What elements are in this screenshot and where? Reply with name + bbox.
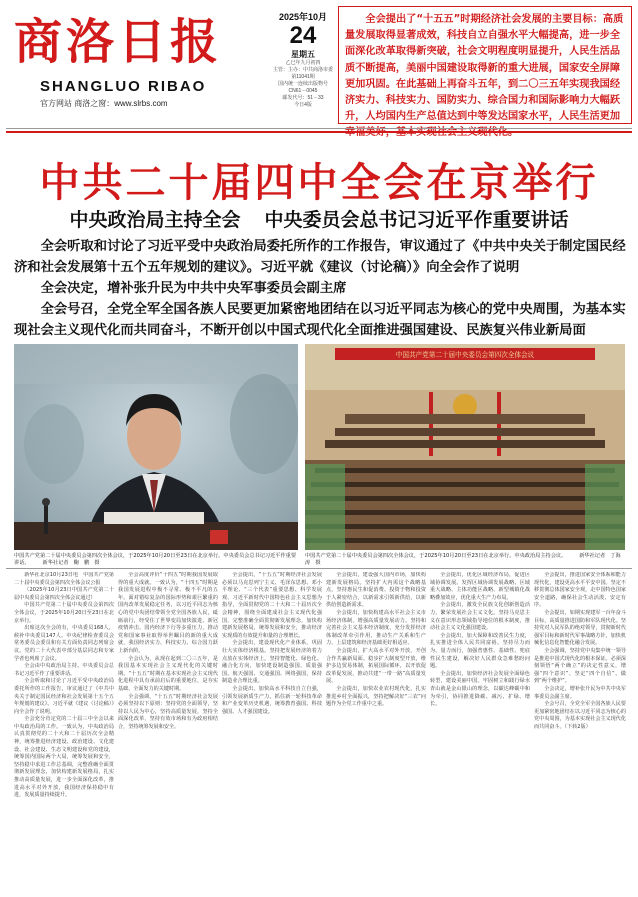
col5-para: 全会提出，加快经济社会发展全面绿色转型，建设美丽中国。牢固树立和践行绿水青山就是金山银山的理念，以碳达峰碳中和为牵引，协同推进降碳、减污、扩绿、增长。 (430, 670, 530, 708)
website-line[interactable]: 官方网站 商洛之窗：www.slrbs.com (40, 99, 168, 108)
col3-para: 全会提出，加快高水平科技自立自强，引领发展新质生产力。抓住新一轮科技革命和产业变革历史机遇，统筹教育强国、科技强国、人才强国建设。 (222, 685, 322, 715)
col4-para: 全会提出，加快构建高水平社会主义市场经济体制，增强高质量发展动力。坚持和完善社会主义基本经济制度，充分发挥经济体制改革牵引作用，推动生产关系和生产力、上层建筑和经济基础更好相适应。 (326, 609, 426, 647)
col2-para: 全会强调，“十五五”时期经济社会发展必须坚持以下原则：坚持党的全面领导，坚持以人民为中心，坚持高质量发展，坚持全面深化改革，坚持有效市场和有为政府相结合，坚持统筹发展和安全。 (118, 693, 218, 730)
col6-para: 全会决定，增补张升民为中共中央军事委员会副主席。 (534, 685, 626, 700)
body-column-6 (534, 572, 626, 892)
issue-info (268, 10, 338, 120)
issue-lunar: 乙巳年九月初四 (285, 60, 321, 66)
col5-para: 全会提出，优化区域经济布局，促进区域协调发展。发挥区域协调发展战略、区域重大战略、主体功能区战略、新型城镇化战略叠加效应，优化重大生产力布局。 (430, 572, 530, 601)
sub-headline (0, 208, 638, 232)
col1-para: 全会由中央政治局主持。中央委员会总书记习近平作了重要讲话。 (14, 663, 114, 677)
col5-para: 全会提出，加大保障和改善民生力度，扎实推进全体人民共同富裕。坚持尽力而为、量力而行，加强普惠性、基础性、兜底性民生建设，解决好人民群众急难愁盼问题。 (430, 632, 530, 670)
issue-cn: 国内统一连续出版物号 (277, 81, 328, 87)
body-divider (6, 568, 632, 569)
issue-pages: 今日4版 (294, 102, 312, 108)
issue-year-month: 2025年10月 (278, 12, 328, 22)
issue-day: 24 (289, 22, 317, 49)
issue-edition: 第11041期 (291, 74, 315, 80)
subhead-right: 中央委员会总书记习近平作重要讲话 (264, 209, 569, 231)
col1-para: 全会充分肯定党的二十届三中全会以来中央政治局的工作。一致认为，中央政治局认真贯彻党的二十大和二十届历次全会精神，统筹推进经济建设、政治建设、文化建设、社会建设、生态文明建设和党的建设，统筹国内国际两个大局，统筹发展和安全，坚持稳中求进工作总基调，完整准确全面贯彻新发展理念，加快构建新发展格局，扎实推动高质量发展，进一步全面深化改革，推进高水平对外开放，我国经济保持稳中有进，发展质量持续提升。 (14, 716, 114, 799)
photo-speech (14, 344, 298, 550)
issue-cn-code: CN61－0045 (288, 88, 318, 94)
col1-para: 新华社北京10月23日电 中国共产党第二十届中央委员会第四次全体会议公报 (14, 572, 114, 586)
col2-para: 全会高度评价“十四五”时期我国发展取得的重大成就。一致认为，“十四五”时期是我国发展进程中极不寻常、极不平凡的五年。面对错综复杂的国际形势和艰巨繁重的国内改革发展稳定任务，以习近平同志为核心的党中央团结带领全党全国各族人民，砥砺前行，经受住了世界变局加快演进、新冠疫情冲击、国内经济下行等多重压力，推动党和国家事业取得举世瞩目的新的重大成就，我国经济实力、科技实力、综合国力跃上新台阶。 (118, 572, 218, 654)
issue-sponsor: 主管：主办：中共商洛市委 (272, 67, 333, 73)
body-column-4 (326, 572, 426, 892)
col1-para: 出席这次全会的有，中央委员168人，候补中央委员147人。中央纪律检查委员会常务委员会委员和有关方面负责同志列席会议。党的二十大代表中部分基层同志和专家学者也列席了会议。 (14, 625, 114, 662)
photo-plenary-caption: 中国共产党第二十届中央委员会第四次全体会议，于2025年10月20日至23日在北京举行。中央政治局主持会议。 新华社记者 丁海涛 摄 (305, 553, 621, 566)
col4-para: 全会提出，扩大高水平对外开放，开创合作共赢新局面。稳步扩大制度型开放，维护多边贸易体制，拓展国际循环，以开放促改革促发展，推动共建“一带一路”高质量发展。 (326, 647, 426, 685)
highlight-box (338, 6, 632, 124)
col1-para: （2025年10月23日中国共产党第二十届中央委员会第四次全体会议通过） (14, 587, 114, 601)
col5-para: 全会提出，激发全民族文化创新创造活力，繁荣发展社会主义文化。坚持马克思主义在意识形态领域指导地位的根本制度，推动社会主义文化强国建设。 (430, 602, 530, 632)
main-headline: 中共二十届四中全会在京举行 (39, 159, 599, 206)
col1-para: 全会听取和讨论了习近平受中央政治局委托所作的工作报告，审议通过了《中共中央关于制定国民经济和社会发展第十五个五年规划的建议》。习近平就《建议（讨论稿）》向全会作了说明。 (14, 678, 114, 715)
photo-speech-caption: 中国共产党第二十届中央委员会第四次全体会议，于2025年10月20日至23日在北京举行。中央委员会总书记习近平作重要讲话。 新华社记者 鞠 鹏 摄 (14, 553, 297, 566)
body-column-2 (118, 572, 218, 892)
newspaper-title: 商洛日报 (14, 14, 223, 70)
lead-paragraph-3: 全会号召，全党全军全国各族人民要更加紧密地团结在以习近平同志为核心的党中央周围，为基本实现社会主义现代化而共同奋斗，不断开创以中国式现代化全面推进强国建设、民族复兴伟业新局面 (14, 302, 626, 338)
lead-paragraph-2: 全会决定，增补张升民为中共中央军事委员会副主席 (40, 281, 347, 296)
body-column-1 (14, 572, 114, 892)
photo-speech-image (14, 344, 298, 550)
col1-para: 中国共产党第二十届中央委员会第四次全体会议，于2025年10月20日至23日在北京举行。 (14, 602, 114, 624)
col6-para: 全会提出，如期实现建军一百年奋斗目标，高质量推进国防和军队现代化。坚持党对人民军队的绝对领导，贯彻新时代强军目标和新时代军事战略方针，加快机械化信息化智能化融合发展。 (534, 609, 626, 647)
photo-plenary-image (305, 344, 625, 550)
col6-para: 全会提出，推进国家安全体系和能力现代化，建设更高水平平安中国。坚定不移贯彻总体国家安全观，走中国特色国家安全道路，确保社会生动活泼、安定有序。 (534, 572, 626, 609)
photo-plenary (305, 344, 625, 550)
subhead-left: 中央政治局主持全会 (69, 209, 241, 231)
col6-para: 全会强调，坚持党中央集中统一领导是推进中国式现代化的根本保证。必须深刻领悟“两个确立”的决定性意义，增强“四个意识”、坚定“四个自信”、做到“两个维护”。 (534, 647, 626, 685)
masthead-divider (6, 128, 632, 129)
masthead-red-divider (6, 131, 632, 133)
col2-para: 全会认为，从现在起到二〇三五年，是我国基本实现社会主义现代化的关键时期。“十五五”时期在基本实现社会主义现代化进程中具有承前启后的重要地位，是夯实基础、全面发力的关键时期。 (118, 655, 218, 692)
plenary-banner-text: 中国共产党第二十届中央委员会第四次全体会议 (395, 351, 535, 359)
newspaper-pinyin: SHANGLUO RIBAO (40, 78, 207, 95)
col3-para: 全会提出，建设现代化产业体系，巩固壮大实体经济根基。坚持把发展经济的着力点放在实体经济上，坚持智能化、绿色化、融合化方向，加快建设制造强国、质量强国、航天强国、交通强国、网络强国，保持制造业合理比重。 (222, 640, 322, 685)
col4-para: 全会提出，建设强大国内市场，加快构建新发展格局。坚持扩大内需这个战略基点，坚持惠民生和促消费、投资于物和投资于人紧密结合，以新需求引领新供给，以新供给创造新需求。 (326, 572, 426, 609)
issue-weekday: 星期五 (291, 50, 315, 59)
col6-para: 全会号召，全党全军全国各族人民要更加紧密地团结在以习近平同志为核心的党中央周围，为基本实现社会主义现代化而共同奋斗。（下转2版） (534, 701, 626, 730)
body-column-5 (430, 572, 530, 892)
col4-para: 全会提出，加快农业农村现代化，扎实推进乡村全面振兴，坚持把解决好“三农”问题作为全党工作重中之重。 (326, 685, 426, 708)
highlight-text: 全会提出了“十五五”时期经济社会发展的主要目标：高质量发展取得显著成效，科技自立自强水平大幅提高，进一步全面深化改革取得新突破，社会文明程度明显提升，人民生活品质不断提高，美丽中国建设取得新的重大进展，国家安全屏障更加巩固。在此基础上再奋斗五年，到二〇三五年实现我国经济实力、科技实力、国防实力、综合国力和国际影响力大幅跃升，人均国内生产总值达到中等发达国家水平，人民生活更加 (345, 14, 624, 123)
lead-paragraph-1: 全会听取和讨论了习近平受中央政治局委托所作的工作报告，审议通过了《中共中央关于制定国民经济和社会发展第十五个五年规划的建议》。习近平就《建议（讨论稿）》向全会作了说明 (14, 239, 626, 275)
issue-post: 邮发代号：51－33 (282, 95, 324, 101)
body-column-3 (222, 572, 322, 892)
col3-para: 全会提出，“十五五”时期经济社会发展必须以马克思列宁主义、毛泽东思想、邓小平理论、“三个代表”重要思想、科学发展观、习近平新时代中国特色社会主义思想为指导，全面贯彻党的二十大和二十届历次全会精神，围绕全面建成社会主义现代化强国，完整准确全面贯彻新发展理念，加快构建新发展格局，统筹发展和安全，推动经济实现质的有效提升和量的合理增长。 (222, 572, 322, 639)
